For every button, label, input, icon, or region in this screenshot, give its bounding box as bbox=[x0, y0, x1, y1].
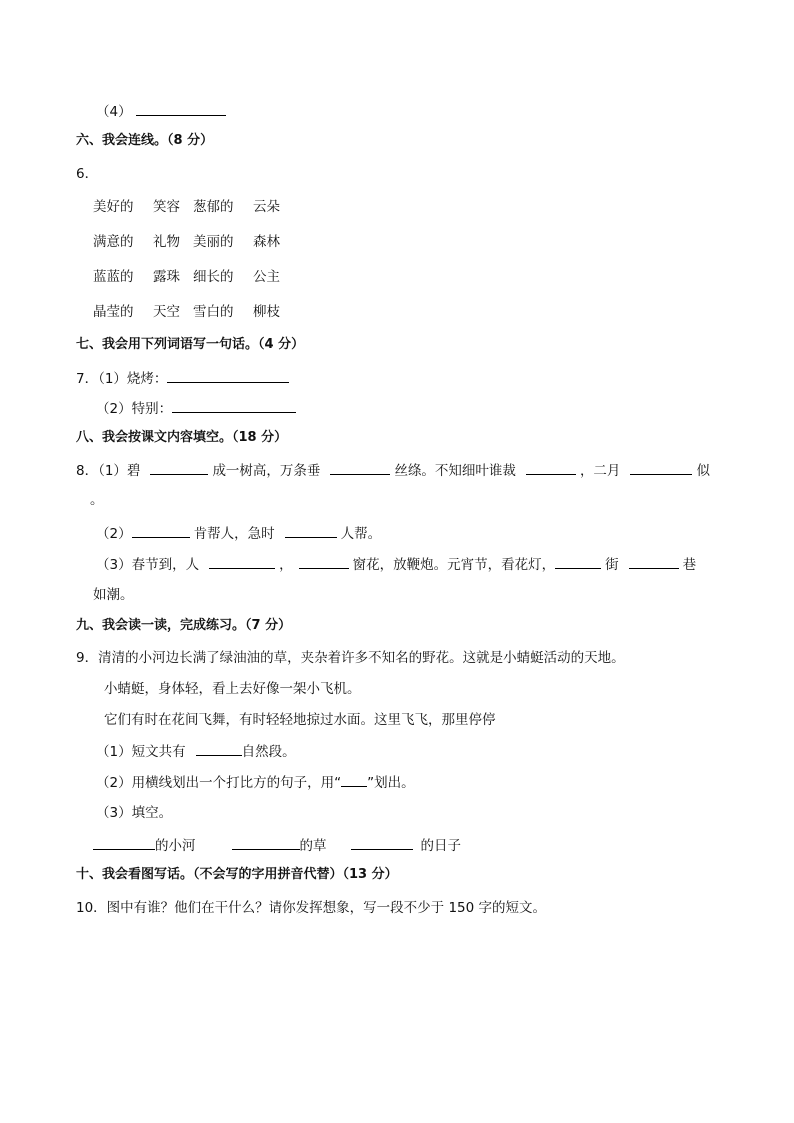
answer-blank[interactable] bbox=[132, 524, 190, 538]
matching-word[interactable]: 满意的 bbox=[93, 234, 134, 250]
answer-blank[interactable] bbox=[232, 836, 300, 850]
passage-line-1: 9．清清的小河边长满了绿油油的草，夹杂着许多不知名的野花。这就是小蜻蜓活动的天地。 bbox=[76, 650, 625, 666]
matching-word[interactable]: 美好的 bbox=[93, 199, 134, 215]
answer-blank[interactable] bbox=[136, 102, 226, 116]
section-10-heading: 十、我会看图写话。（不会写的字用拼音代替）（13 分） bbox=[76, 867, 398, 882]
answer-blank[interactable] bbox=[196, 742, 242, 756]
answer-blank[interactable] bbox=[330, 461, 390, 475]
matching-word[interactable]: 森林 bbox=[253, 234, 280, 250]
question-10-text: 10．图中有谁？他们在干什么？请你发挥想象，写一段不少于 150 字的短文。 bbox=[76, 900, 547, 916]
answer-blank[interactable] bbox=[299, 555, 349, 569]
matching-row bbox=[93, 198, 280, 216]
question-8-line-1-end: 。 bbox=[90, 492, 104, 508]
matching-word[interactable]: 天空 bbox=[153, 304, 180, 320]
passage-line-2: 小蜻蜓，身体轻，看上去好像一架小飞机。 bbox=[104, 681, 361, 697]
answer-blank[interactable] bbox=[93, 836, 155, 850]
question-9-2: （2）用横线划出一个打比方的句子，用“ ”划出。 bbox=[96, 775, 415, 791]
question-7-line-2: （2）特别： bbox=[96, 399, 300, 418]
matching-word[interactable]: 柳枝 bbox=[253, 304, 280, 320]
answer-blank[interactable] bbox=[167, 369, 289, 383]
passage-line-3: 它们有时在花间飞舞，有时轻轻地掠过水面。这里飞飞，那里停停 bbox=[104, 712, 496, 728]
question-9-1: （1）短文共有 自然段。 bbox=[96, 744, 296, 760]
q5-item-4: （4） bbox=[96, 102, 230, 121]
answer-blank[interactable] bbox=[150, 461, 208, 475]
answer-blank[interactable] bbox=[630, 461, 692, 475]
section-7-heading: 七、我会用下列词语写一句话。（4 分） bbox=[76, 337, 305, 352]
matching-word[interactable]: 葱郁的 bbox=[193, 199, 234, 215]
matching-word[interactable]: 公主 bbox=[253, 269, 280, 285]
answer-blank[interactable] bbox=[209, 555, 275, 569]
question-8-line-1: 8．（1）碧 成一树高，万条垂 丝绦。不知细叶谁裁 ，二月 似 bbox=[76, 463, 710, 479]
matching-row bbox=[93, 233, 280, 251]
answer-blank[interactable] bbox=[629, 555, 679, 569]
answer-blank[interactable] bbox=[555, 555, 601, 569]
matching-word[interactable]: 细长的 bbox=[193, 269, 234, 285]
question-9-3: （3）填空。 bbox=[96, 805, 173, 821]
question-8-line-3-end: 如潮。 bbox=[93, 587, 134, 603]
matching-word[interactable]: 礼物 bbox=[153, 234, 180, 250]
question-7-line-1: 7．（1）烧烤： bbox=[76, 369, 293, 388]
matching-word[interactable]: 晶莹的 bbox=[93, 304, 134, 320]
question-6-number: 6． bbox=[76, 166, 99, 182]
section-8-heading: 八、我会按课文内容填空。（18 分） bbox=[76, 430, 288, 445]
matching-word[interactable]: 云朵 bbox=[253, 199, 280, 215]
section-6-heading: 六、我会连线。（8 分） bbox=[76, 133, 214, 148]
answer-blank[interactable] bbox=[351, 836, 413, 850]
answer-blank[interactable] bbox=[285, 524, 337, 538]
matching-row bbox=[93, 268, 280, 286]
matching-word[interactable]: 蓝蓝的 bbox=[93, 269, 134, 285]
answer-blank[interactable] bbox=[526, 461, 576, 475]
answer-blank[interactable] bbox=[172, 399, 296, 413]
matching-word[interactable]: 美丽的 bbox=[193, 234, 234, 250]
question-8-line-2: （2） 肯帮人，急时 人帮。 bbox=[96, 526, 382, 542]
matching-word[interactable]: 雪白的 bbox=[193, 304, 234, 320]
matching-row bbox=[93, 303, 280, 321]
matching-word[interactable]: 笑容 bbox=[153, 199, 180, 215]
question-9-fill: 的小河 的草 的日子 bbox=[93, 836, 461, 855]
answer-blank[interactable] bbox=[341, 773, 367, 787]
section-9-heading: 九、我会读一读，完成练习。（7 分） bbox=[76, 618, 292, 633]
question-8-line-3: （3）春节到，人 ， 窗花，放鞭炮。元宵节，看花灯， 街 巷 bbox=[96, 557, 697, 573]
matching-word[interactable]: 露珠 bbox=[153, 269, 180, 285]
